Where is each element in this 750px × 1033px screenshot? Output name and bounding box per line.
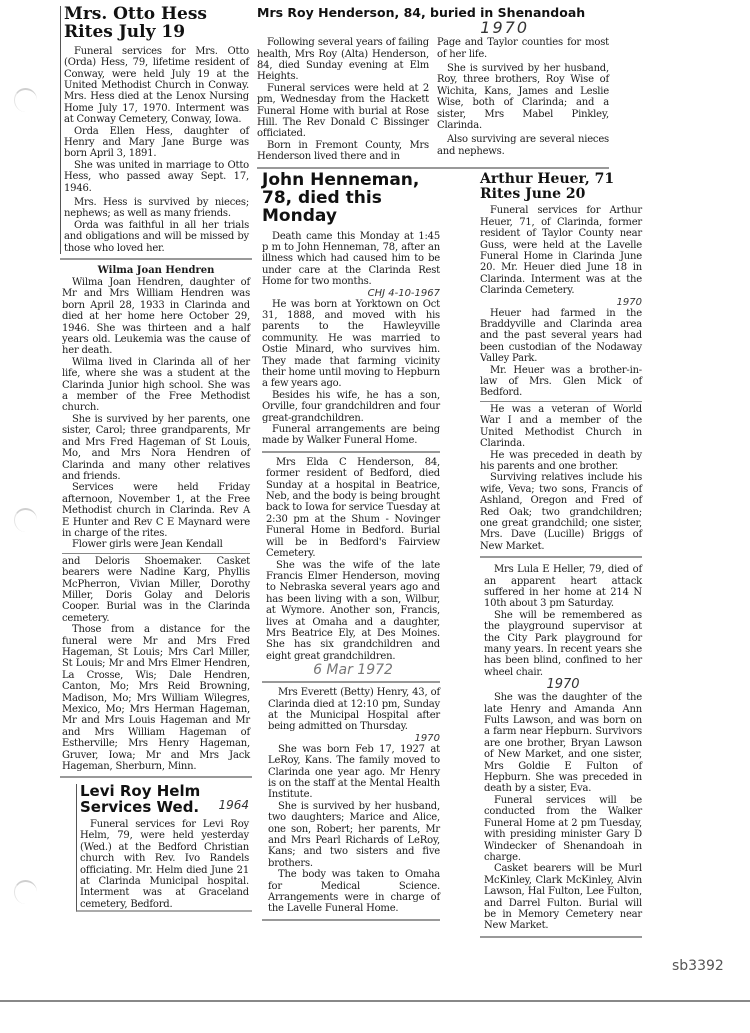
obituary-elda-henderson	[262, 457, 440, 678]
handwritten-date-elda-henderson: 6 Mar 1972	[313, 662, 393, 679]
obituary-hendren	[60, 262, 252, 772]
handwritten-year-helm: 1964	[218, 798, 249, 813]
paragraph: The body was taken to Omaha for Medical Science. Arrangements were in charge of the Lavelle Funeral Home.	[268, 869, 440, 915]
punch-hole	[14, 508, 37, 532]
paragraph: She is survived by her parents, one sister, Carol; three grandparents, Mr and Mrs Fred Hageman of St Louis, Mo, and Mrs Nora Hendren of Clarinda and many other relatives and friends.	[62, 413, 250, 482]
paragraph: He was born at Yorktown on Oct 31, 1888, and moved with his parents to the Hawleyville community. He was married to Ostie Minard, who survives him. They made that farming vicinity their home until moving to Hepburn a few years ago.	[262, 298, 440, 390]
left-column	[60, 6, 252, 912]
divider	[480, 401, 642, 402]
headline-heuer: Arthur Heuer, 71 Rites June 20	[480, 171, 615, 202]
paragraph: Funeral arrangements are being made by Walker Funeral Home.	[262, 424, 440, 447]
obituary-henry	[262, 687, 440, 915]
obituary-roy-henderson-col1	[257, 37, 429, 162]
paragraph: She was born Feb 17, 1927 at LeRoy, Kans. The family moved to Clarinda one year ago. Mr Henry is on the staff at the Mental Health Institute.	[268, 743, 440, 801]
paragraph: He was preceded in death by his parents and one brother.	[480, 449, 642, 472]
page-edge	[0, 1000, 750, 1002]
paragraph: Heuer had farmed in the Braddyville and Clarinda area and the past several years had been custodian of the Nodaway Valley Park.	[480, 307, 642, 365]
paragraph: Funeral services were held at 2 pm, Wednesday from the Hackett Funeral Home with burial at Rose Hill. The Rev Donald C Bissinger officiated.	[257, 82, 429, 140]
handwritten-year-roy-henderson: 1970	[480, 18, 529, 38]
obituary-henneman	[262, 172, 440, 447]
divider	[262, 451, 440, 453]
handwritten-year-heller: 1970	[546, 677, 580, 693]
headline-hendren: Wilma Joan Hendren	[97, 265, 215, 276]
paragraph: Besides his wife, he has a son, Orville, four grandchildren and four great-grandchildren.	[262, 389, 440, 424]
paragraph: She is survived by her husband, Roy, three brothers, Roy Wise of Wichita, Kans, James and Leslie Wise, both of Clarinda; and a sister, Mrs Mabel Pinkley, Clarinda.	[437, 62, 609, 131]
divider	[480, 936, 642, 938]
punch-hole	[14, 88, 37, 112]
paragraph: Mrs Everett (Betty) Henry, 43, of Clarinda died at 12:10 pm, Sunday at the Municipal Hospital after being admitted on Thursday.	[268, 687, 440, 733]
paragraph: Funeral services for Arthur Heuer, 71, of Clarinda, former resident of Taylor County near Guss, were held at the Lavelle Funeral Home in Clarinda June 20. Mr. Heuer died June 18 in Clarinda. Interment was at the Clarinda Cemetery.	[480, 205, 642, 297]
paragraph: Funeral services for Levi Roy Helm, 79, were held yesterday (Wed.) at the Bedford Christian church with Rev. Ivo Randels officiating. Mr. Helm died June 21 at Clarinda Municipal hospital. Interment was at Graceland cemetery, Bedford.	[80, 818, 249, 910]
obituary-hess	[60, 6, 252, 254]
paragraph: Those from a distance for the funeral were Mr and Mrs Fred Hageman, St Louis; Mrs Carl Miller, St Louis; Mr and Mrs Elmer Hendren, La Crosse, Wis; Dale Hendren, Canton, Mo; Mrs Reid Browning, Madison, Mo; Mrs William Wilegres, Mexico, Mo; Mrs Herman Hageman, Mr and Mrs Louis Hageman and Mr and Mrs William Hageman of Estherville; Mrs Henry Hageman, Gruver, Iowa; Mr and Mrs Jack Hageman, Sherburn, Minn.	[62, 624, 250, 773]
paragraph: Mrs. Hess is survived by nieces; nephews; as well as many friends.	[64, 196, 249, 220]
headline-helm: Levi Roy Helm Services Wed.	[80, 782, 201, 817]
paragraph: Mr. Heuer was a brother-in-law of Mrs. Glen Mick of Bedford.	[480, 364, 642, 399]
paragraph: Orda was faithful in all her trials and obligations and will be missed by those who loved her.	[64, 219, 249, 254]
paragraph: Casket bearers will be Murl McKinley, Clark McKinley, Alvin Lawson, Hal Fulton, Lee Fulton, and Darrel Fulton. Burial will be in Memory Cemetery near New Market.	[484, 863, 642, 932]
paragraph: Wilma Joan Hendren, daughter of Mr and Mrs William Hendren was born April 28, 1933 in Clarinda and died at her home here October 29, 1946. She was thirteen and a half years old. Leukemia was the cause of her death.	[62, 277, 250, 357]
paragraph: She was the wife of the late Francis Elmer Henderson, moving to Nebraska several years ago and has been living with a son, Wilbur, at Wymore. Another son, Francis, lives at Omaha and a daughter, Mrs Beatrice Ely, at Des Moines. She has six grandchildren and eight great grandchildren.	[266, 559, 440, 662]
paragraph: Services were held Friday afternoon, November 1, at the Free Methodist church in Clarinda. Rev A E Hunter and Rev C E Maynard were in charge of the rites.	[62, 482, 250, 539]
paragraph: Death came this Monday at 1:45 p m to John Henneman, 78, after an illness which had caused him to be under care at the Clarinda Rest Home for two months.	[262, 230, 440, 288]
paragraph: Orda Ellen Hess, daughter of Henry and Mary Jane Burge was born April 3, 1891.	[64, 125, 249, 160]
paragraph: She was united in marriage to Otto Hess, who passed away Sept. 17, 1946.	[64, 159, 249, 194]
paragraph: Mrs Elda C Henderson, 84, former resident of Bedford, died Sunday at a hospital in Beatrice, Neb, and the body is being brought back to Iowa for service Tuesday at 2:30 pm at the Shum - Novinger Funeral Home in Bedford. Burial will be in Bedford's Fairview Cemetery.	[266, 456, 440, 560]
divider	[60, 776, 252, 778]
obituary-roy-henderson-col2	[437, 37, 609, 162]
paragraph: Funeral services for Mrs. Otto (Orda) Hess, 79, lifetime resident of Conway, were held July 19 at the United Methodist Church in Conway. Mrs. Hess died at the Lenox Nursing Home July 17, 1970. Interment was at Conway Cemetery, Conway, Iowa.	[64, 45, 249, 126]
headline-hess: Mrs. Otto Hess Rites July 19	[64, 4, 207, 42]
paragraph: Also surviving are several nieces and nephews.	[437, 134, 609, 157]
paragraph: Funeral services will be conducted from the Walker Funeral Home at 2 pm Tuesday, with presiding minister Gary D Windecker of Shenandoah in charge.	[484, 794, 642, 863]
page-id: sb3392	[672, 958, 724, 974]
paragraph: and Deloris Shoemaker. Casket bearers were Nadine Karg, Phyllis McPherron, Vivian Miller, Dorothy Miller, Doris Golay and Deloris Cooper. Burial was in the Clarinda cemetery.	[62, 555, 250, 624]
headline-roy-henderson: Mrs Roy Henderson, 84, buried in Shenandoah	[257, 5, 586, 20]
obituary-heller	[480, 564, 642, 932]
paragraph: She is survived by her husband, two daughters; Marice and Alice, one son, Robert; her parents, Mr and Mrs Pearl Richards of LeRoy, Kans; and two sisters and five brothers.	[268, 800, 440, 869]
handwritten-year-henry: 1970	[414, 732, 440, 744]
paragraph: She will be remembered as the playground supervisor at the City Park playground for many years. In recent years she has been blind, confined to her wheel chair.	[484, 609, 642, 678]
paragraph: Following several years of failing health, Mrs Roy (Alta) Henderson, 84, died Sunday evening at Elm Heights.	[257, 37, 429, 83]
paragraph: Surviving relatives include his wife, Veva; two sons, Francis of Ashland, Oregon and Fred of Red Oak; two grandchildren; one great grandchild; one sister, Mrs. Dave (Lucille) Briggs of New Market.	[480, 472, 642, 552]
headline-henneman: John Henneman, 78, died this Monday	[262, 170, 420, 226]
paragraph: Page and Taylor counties for most of her life.	[437, 37, 609, 60]
obituary-helm	[76, 784, 252, 912]
paragraph: Wilma lived in Clarinda all of her life, where she was a student at the Clarinda Junior high school. She was a member of the Free Methodist church.	[62, 356, 250, 414]
paragraph: Flower girls were Jean Kendall	[72, 539, 223, 551]
punch-hole	[14, 880, 37, 904]
paragraph: Mrs Lula E Heller, 79, died of an apparent heart attack suffered in her home at 214 N 10th about 3 pm Saturday.	[484, 564, 642, 610]
paragraph: She was the daughter of the late Henry and Amanda Ann Fults Lawson, and was born on a farm near Hepburn. Survivors are one brother, Bryan Lawson of New Market, and one sister, Mrs Goldie E Fulton of Hepburn. She was preceded in death by a sister, Eva.	[484, 692, 642, 795]
paragraph: Born in Fremont County, Mrs Henderson lived there and in	[257, 139, 429, 163]
middle-column	[262, 172, 440, 921]
obituary-heuer	[480, 172, 642, 552]
divider	[262, 919, 440, 921]
handwritten-year-heuer: 1970	[616, 296, 642, 308]
divider	[257, 167, 609, 169]
paragraph: He was a veteran of World War I and a member of the United Methodist Church in Clarinda.	[480, 403, 642, 450]
divider	[60, 258, 252, 260]
divider	[480, 556, 642, 558]
right-column	[480, 172, 642, 938]
roy-henderson-block	[257, 6, 609, 169]
divider	[262, 681, 440, 683]
divider	[62, 553, 250, 554]
handwritten-date-henneman: CHJ 4-10-1967	[367, 287, 440, 299]
